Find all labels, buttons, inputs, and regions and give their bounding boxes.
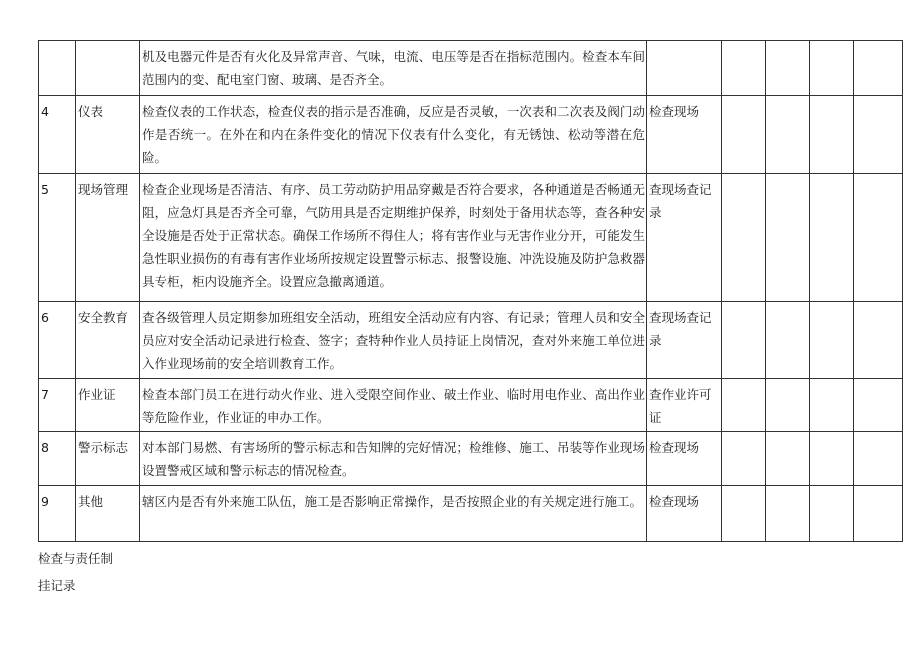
row-item: 安全教育 <box>76 302 140 379</box>
row-item: 现场管理 <box>76 174 140 302</box>
row-item <box>76 41 140 96</box>
table-row <box>39 96 903 174</box>
inspection-table <box>38 40 903 542</box>
table-row <box>39 41 903 96</box>
empty-cell <box>854 432 903 486</box>
empty-cell <box>766 432 810 486</box>
empty-cell <box>722 432 766 486</box>
row-number: 6 <box>39 302 76 379</box>
empty-cell <box>722 41 766 96</box>
footer-text: 挂记录 <box>38 578 76 593</box>
row-item: 其他 <box>76 486 140 542</box>
row-number: 8 <box>39 432 76 486</box>
empty-cell <box>854 486 903 542</box>
row-method: 查现场查记录 <box>647 302 722 379</box>
empty-cell <box>810 174 854 302</box>
empty-cell <box>766 379 810 432</box>
empty-cell <box>722 174 766 302</box>
row-content: 对本部门易燃、有害场所的警示标志和告知牌的完好情况；检维修、施工、吊装等作业现场设置警戒区域和警示标志的情况检查。 <box>140 432 647 486</box>
row-method: 查现场查记录 <box>647 174 722 302</box>
empty-cell <box>722 302 766 379</box>
empty-cell <box>766 41 810 96</box>
row-method: 检查现场 <box>647 486 722 542</box>
row-item: 仪表 <box>76 96 140 174</box>
table-row <box>39 379 903 432</box>
empty-cell <box>722 379 766 432</box>
row-number: 5 <box>39 174 76 302</box>
empty-cell <box>810 302 854 379</box>
row-content: 查各级管理人员定期参加班组安全活动，班组安全活动应有内容、有记录；管理人员和安全员应对安全活动记录进行检查、签字；查特种作业人员持证上岗情况，查对外来施工单位进入作业现场前的安全培训教育工作。 <box>140 302 647 379</box>
empty-cell <box>854 302 903 379</box>
row-method <box>647 41 722 96</box>
row-method: 检查现场 <box>647 432 722 486</box>
table-row <box>39 302 903 379</box>
empty-cell <box>854 379 903 432</box>
row-method: 检查现场 <box>647 96 722 174</box>
empty-cell <box>810 41 854 96</box>
empty-cell <box>810 96 854 174</box>
empty-cell <box>810 432 854 486</box>
empty-cell <box>854 174 903 302</box>
row-item: 警示标志 <box>76 432 140 486</box>
row-content: 辖区内是否有外来施工队伍，施工是否影响正常操作，是否按照企业的有关规定进行施工。 <box>140 486 647 542</box>
row-content: 检查本部门员工在进行动火作业、进入受限空间作业、破土作业、临时用电作业、高出作业等危险作业，作业证的申办工作。 <box>140 379 647 432</box>
table-row <box>39 432 903 486</box>
empty-cell <box>810 379 854 432</box>
empty-cell <box>766 302 810 379</box>
empty-cell <box>766 174 810 302</box>
row-number <box>39 41 76 96</box>
row-method: 查作业许可证 <box>647 379 722 432</box>
empty-cell <box>854 41 903 96</box>
table-row <box>39 486 903 542</box>
empty-cell <box>722 96 766 174</box>
row-content: 检查仪表的工作状态，检查仪表的指示是否准确，反应是否灵敏，一次表和二次表及阀门动作是否统一。在外在和内在条件变化的情况下仪表有什么变化，有无锈蚀、松动等潜在危险。 <box>140 96 647 174</box>
empty-cell <box>766 96 810 174</box>
empty-cell <box>722 486 766 542</box>
row-content: 检查企业现场是否清洁、有序、员工劳动防护用品穿戴是否符合要求，各种通道是否畅通无阻，应急灯具是否齐全可靠，气防用具是否定期维护保养，时刻处于备用状态等，查各种安全设施是否处于正常状态。确保工作场所不得住人；将有害作业与无害作业分开，可能发生急性职业损伤的有毒有害作业场所按规定设置警示标志、报警设施、冲洗设施及防护急救器具专柜，柜内设施齐全。设置应急撤离通道。 <box>140 174 647 302</box>
table-row <box>39 174 903 302</box>
row-item: 作业证 <box>76 379 140 432</box>
row-number: 7 <box>39 379 76 432</box>
row-content: 机及电器元件是否有火化及异常声音、气味，电流、电压等是否在指标范围内。检查本车间范围内的变、配电室门窗、玻璃、是否齐全。 <box>140 41 647 96</box>
footer-text: 检查与责任制 <box>38 551 114 566</box>
empty-cell <box>766 486 810 542</box>
empty-cell <box>854 96 903 174</box>
row-number: 9 <box>39 486 76 542</box>
empty-cell <box>810 486 854 542</box>
row-number: 4 <box>39 96 76 174</box>
